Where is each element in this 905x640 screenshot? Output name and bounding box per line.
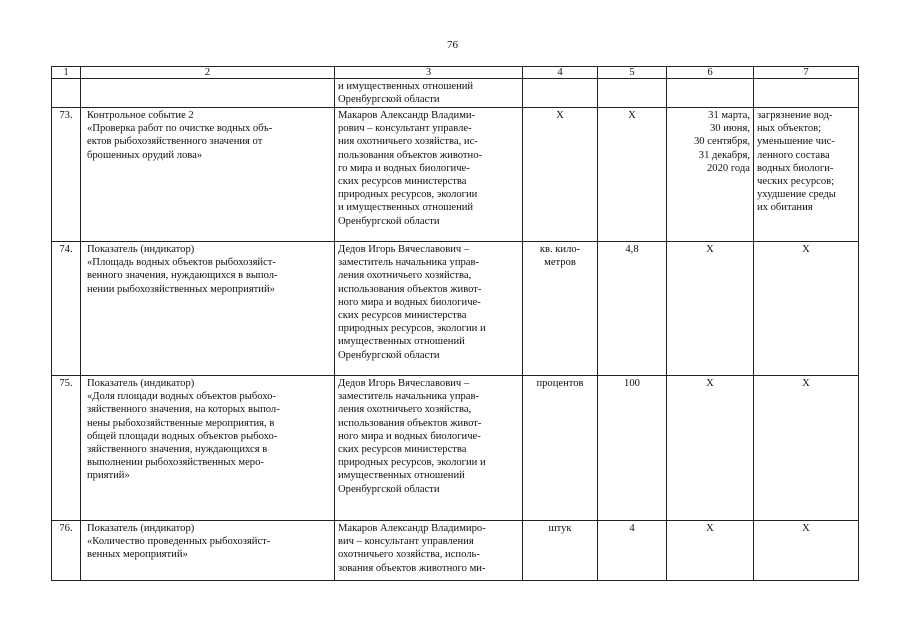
cell-unit: штук [523,521,598,581]
table-row [52,242,859,376]
cell-risk: Х [754,242,859,376]
cell-responsible: Макаров Александр Владими- рович – консультант управле- ния охотничьего хозяйства, ис- пользования объектов животно- го мира и водных биологиче- ских ресурсов министерства природных ресурсов, экологии и имущественных отношений Оренбургской области [335,108,523,242]
cell-risk: Х [754,376,859,521]
cell-date: 31 марта, 30 июня, 30 сентября, 31 декабря, 2020 года [667,108,754,242]
table-row [52,108,859,242]
continuation-row [52,79,859,108]
cell-name [81,79,335,108]
col-header-7: 7 [754,67,859,79]
cell-responsible: и имущественных отношений Оренбургской области [335,79,523,108]
col-header-6: 6 [667,67,754,79]
cell-value: 4 [598,521,667,581]
table-row [52,521,859,581]
cell-num: 76. [52,521,81,581]
cell-unit [523,79,598,108]
cell-date [667,79,754,108]
cell-name: Показатель (индикатор) «Площадь водных объектов рыбохозяйст- венного значения, нуждающихся в выпол- нении рыбохозяйственных мероприятий» [81,242,335,376]
col-header-4: 4 [523,67,598,79]
cell-num: 73. [52,108,81,242]
cell-responsible: Дедов Игорь Вячеславович – заместитель начальника управ- ления охотничьего хозяйства, использования объектов живот- ного мира и водных биологиче- ских ресурсов министерства природных ресурсов, экологии и имущественных отношений Оренбургской области [335,242,523,376]
cell-unit: кв. кило- метров [523,242,598,376]
cell-num: 75. [52,376,81,521]
col-header-2: 2 [81,67,335,79]
cell-value: 100 [598,376,667,521]
cell-name: Контрольное событие 2 «Проверка работ по очистке водных объ- ектов рыбохозяйственного значения от брошенных орудий лова» [81,108,335,242]
cell-num: 74. [52,242,81,376]
col-header-3: 3 [335,67,523,79]
table-row [52,376,859,521]
cell-date: Х [667,376,754,521]
cell-date: Х [667,242,754,376]
cell-responsible: Дедов Игорь Вячеславович – заместитель начальника управ- ления охотничьего хозяйства, использования объектов живот- ного мира и водных биологиче- ских ресурсов министерства природных ресурсов, экологии и имущественных отношений Оренбургской области [335,376,523,521]
cell-name: Показатель (индикатор) «Количество проведенных рыбохозяйст- венных мероприятий» [81,521,335,581]
cell-date: Х [667,521,754,581]
cell-unit: процентов [523,376,598,521]
col-header-1: 1 [52,67,81,79]
page-number: 76 [447,39,458,51]
cell-risk: загрязнение вод- ных объектов; уменьшение чис- ленного состава водных биологи- ческих ресурсов; ухудшение среды их обитания [754,108,859,242]
cell-risk [754,79,859,108]
cell-risk: Х [754,521,859,581]
cell-name: Показатель (индикатор) «Доля площади водных объектов рыбохо- зяйственного значения, на которых выпол- нены рыбохозяйственные мероприятия, в общей площади водных объектов рыбохо- зяйственного значения, нуждающихся в выполнении рыбохозяйственных меро- приятий» [81,376,335,521]
cell-responsible: Макаров Александр Владимиро- вич – консультант управления охотничьего хозяйства, исполь- зования объектов животного ми- [335,521,523,581]
cell-unit: Х [523,108,598,242]
cell-num [52,79,81,108]
cell-value [598,79,667,108]
plan-table [51,66,859,581]
col-header-5: 5 [598,67,667,79]
header-row [52,67,859,79]
cell-value: Х [598,108,667,242]
cell-value: 4,8 [598,242,667,376]
